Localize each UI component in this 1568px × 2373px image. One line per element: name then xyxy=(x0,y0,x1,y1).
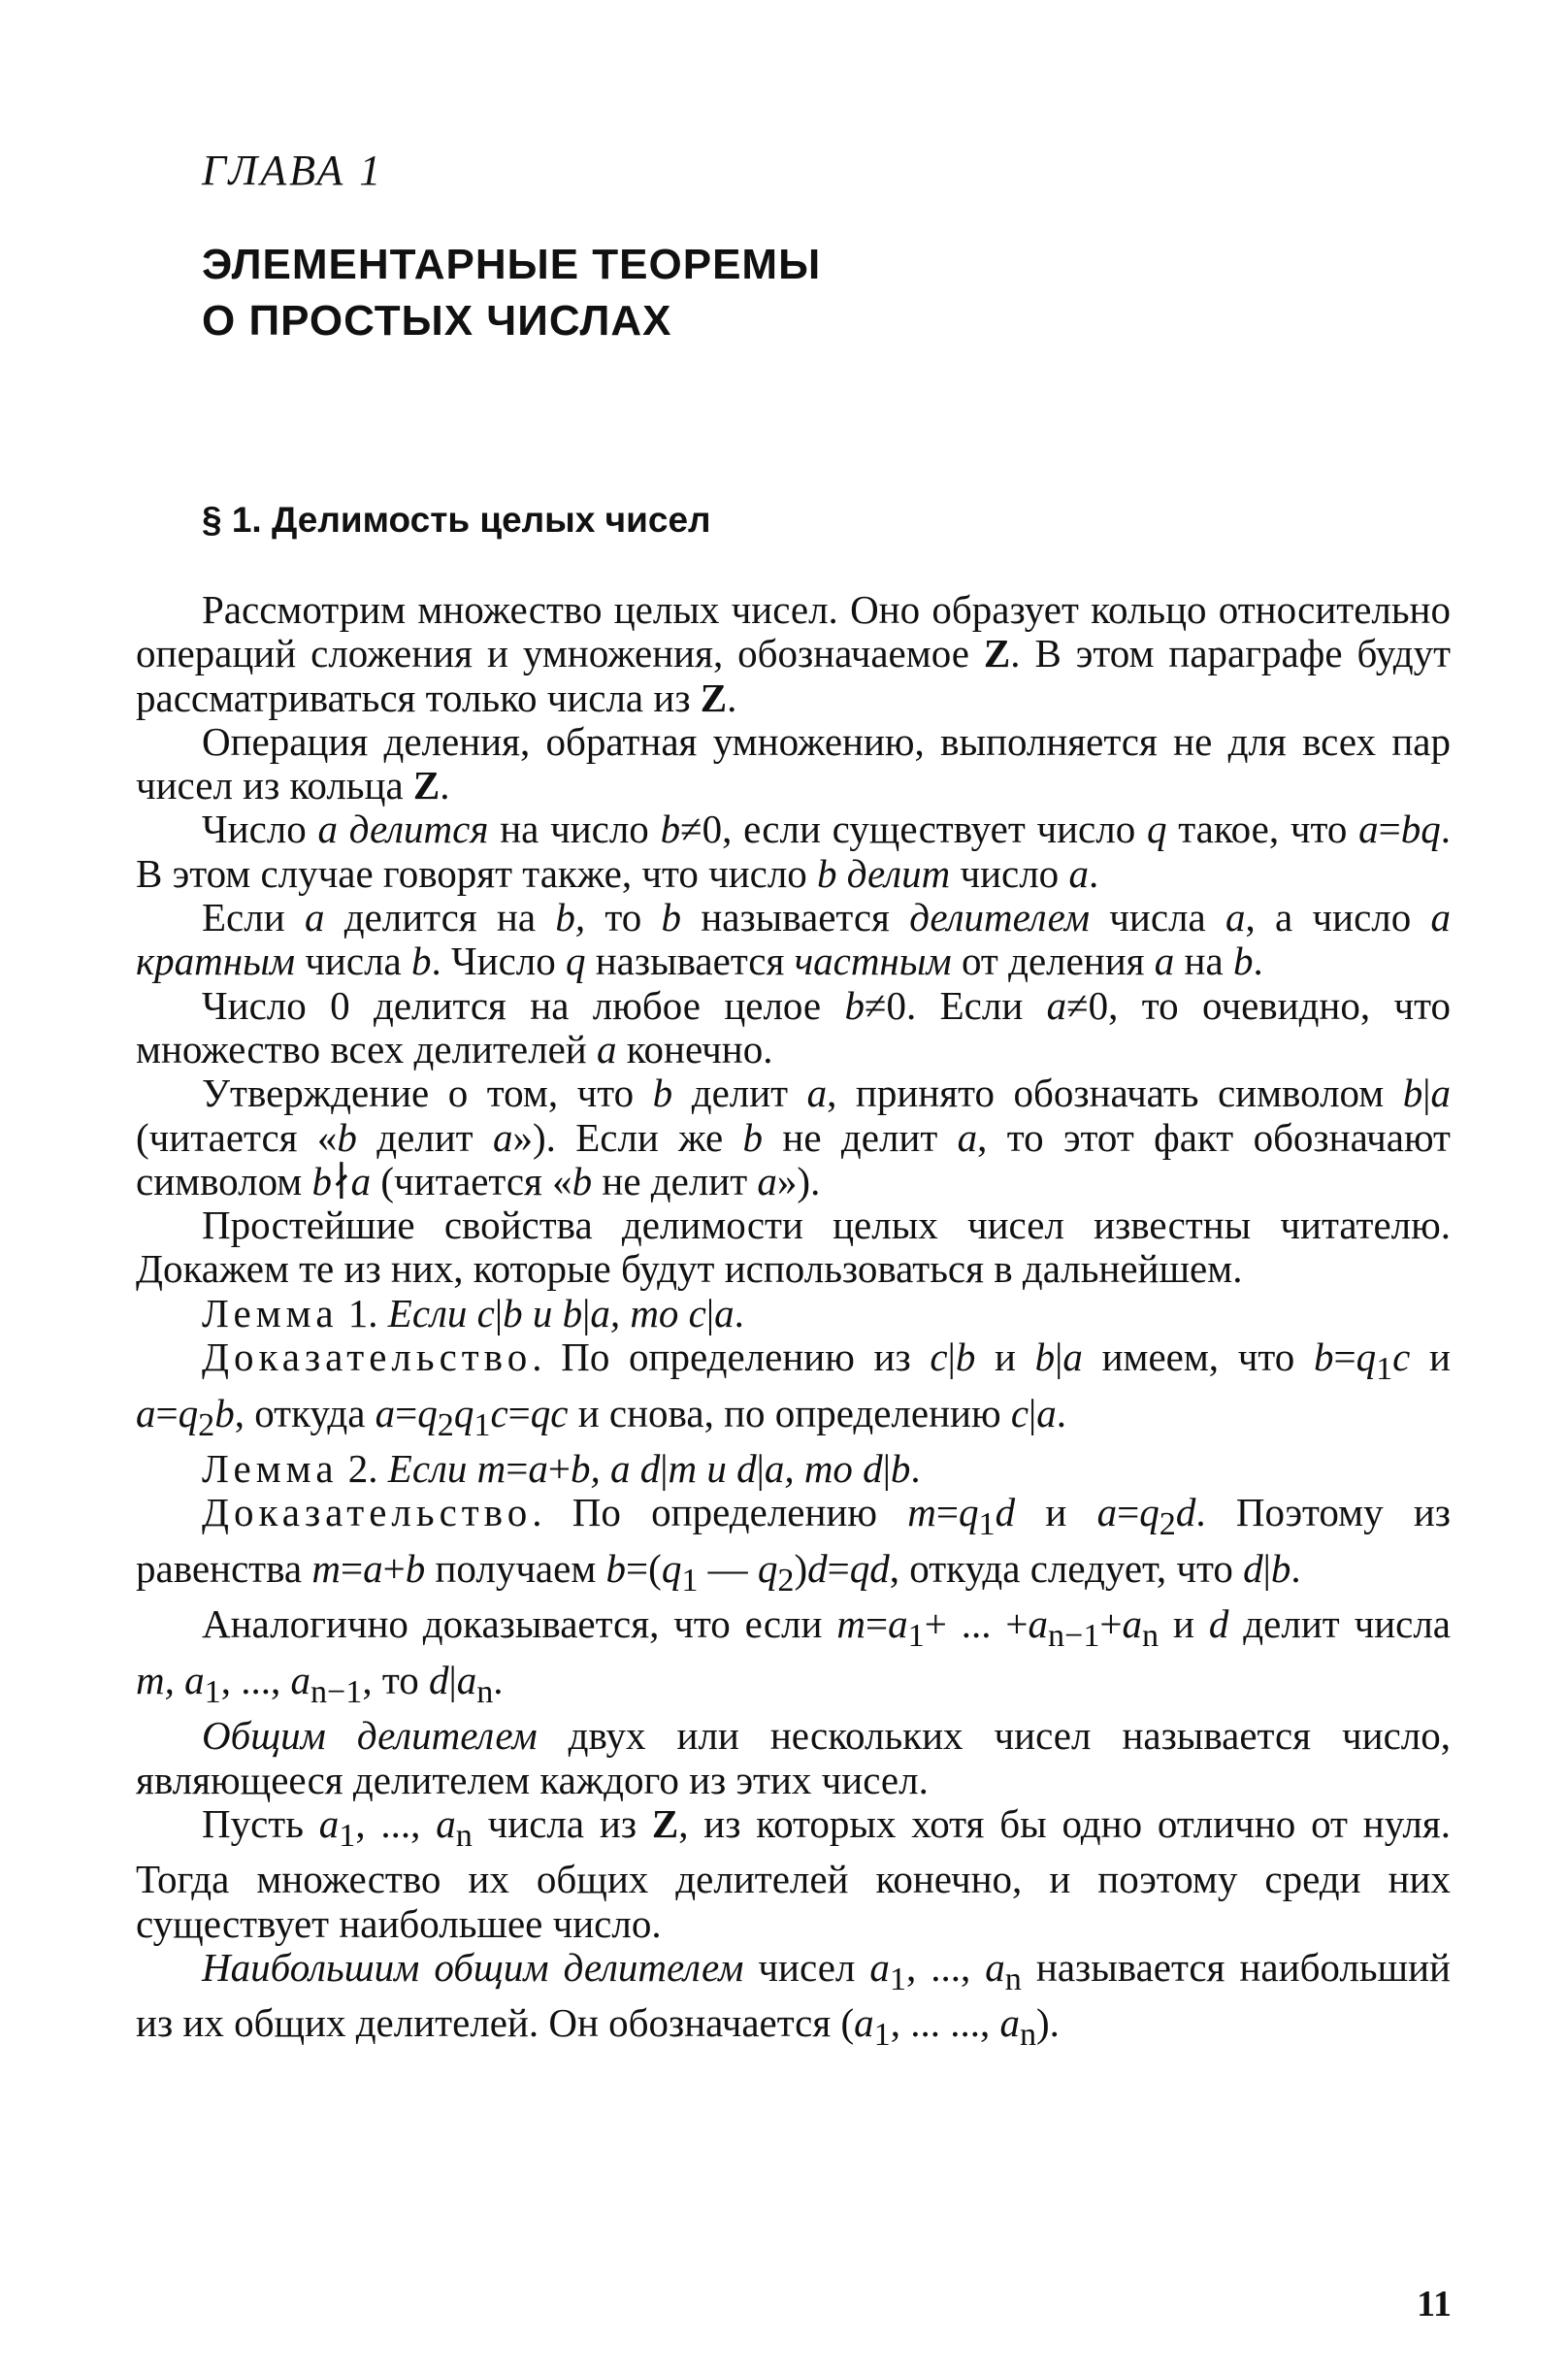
lemma-2: Лемма 2. Если m=a+b, a d|m и d|a, то d|b. xyxy=(202,1446,921,1492)
body-text xyxy=(136,588,1451,2058)
paragraph: Общим делителем двух или нескольких чисел называется число, являющееся делителем каждого из этих чисел. xyxy=(136,1713,1451,1802)
proof-1: Доказательство. По определению из c|b и b|a имеем, что $b=q_1c$ и $a=q_2b$, откуда $a=q_2q_1c=qc$ и снова, по определению c|a. xyxy=(136,1335,1451,1443)
paragraph: Простейшие свойства делимости целых чисел известны читателю. Докажем те из них, которые будут использоваться в дальнейшем. xyxy=(136,1203,1451,1292)
chapter-title-line-2: О ПРОСТЫХ ЧИСЛАХ xyxy=(202,297,672,345)
page-number: 11 xyxy=(1417,2284,1452,2324)
paragraph: Утверждение о том, что b делит a, принято обозначать символом b|a (читается «b делит a»). Если же b не делит a, то этот факт обозначают символом b∤a (читается «b не делит a»). xyxy=(136,1071,1451,1203)
proof-2: Доказательство. По определению $m=q_1d$ и $a=q_2d$. Поэтому из равенства m=a+b получаем $b=(q_1$ — $q_2)d=qd$, откуда следует, что d|b. xyxy=(136,1490,1452,1598)
paragraph: Рассмотрим множество целых чисел. Оно образует кольцо относительно операций сложения и умножения, обозначаемое Z. В этом параграфе будут рассматриваться только числа из Z. xyxy=(136,587,1451,720)
paragraph: Аналогично доказывается, что если $m=a_1+$ ... $+a_{n-1}+a_n$ и d делит числа m, $a_1$, ..., $a_{n-1}$, то $d|a_n$. xyxy=(136,1601,1451,1710)
paragraph: Операция деления, обратная умножению, выполняется не для всех пар чисел из кольца Z. xyxy=(136,718,1451,808)
chapter-title xyxy=(202,237,821,349)
lemma-1: Лемма 1. Если c|b и b|a, то c|a. xyxy=(202,1290,744,1335)
chapter-label: ГЛАВА 1 xyxy=(202,147,384,194)
chapter-title-line-1: ЭЛЕМЕНТАРНЫЕ ТЕОРЕМЫ xyxy=(202,241,822,288)
paragraph: Если a делится на b, то b называется делителем числа a, а число a кратным числа b. Число q называется частным от деления a на b. xyxy=(136,895,1452,984)
paragraph: Число a делится на число b≠0, если существует число q такое, что a=bq. В этом случае говорят также, что число b делит число a. xyxy=(136,807,1452,896)
paragraph: Наибольшим общим делителем чисел $a_1$, ..., $a_n$ называется наибольший из их общих делителей. Он обозначается ($a_1$, ... ..., $a_n$). xyxy=(136,1944,1451,2054)
paragraph: Число 0 делится на любое целое b≠0. Если a≠0, то очевидно, что множество всех делителей a конечно. xyxy=(136,982,1451,1071)
section-title: § 1. Делимость целых чисел xyxy=(202,500,711,540)
paragraph: Пусть $a_1$, ..., $a_n$ числа из Z, из которых хотя бы одно отлично от нуля. Тогда множество их общих делителей конечно, и поэтому среди них существует наибольшее число. xyxy=(136,1800,1451,1946)
